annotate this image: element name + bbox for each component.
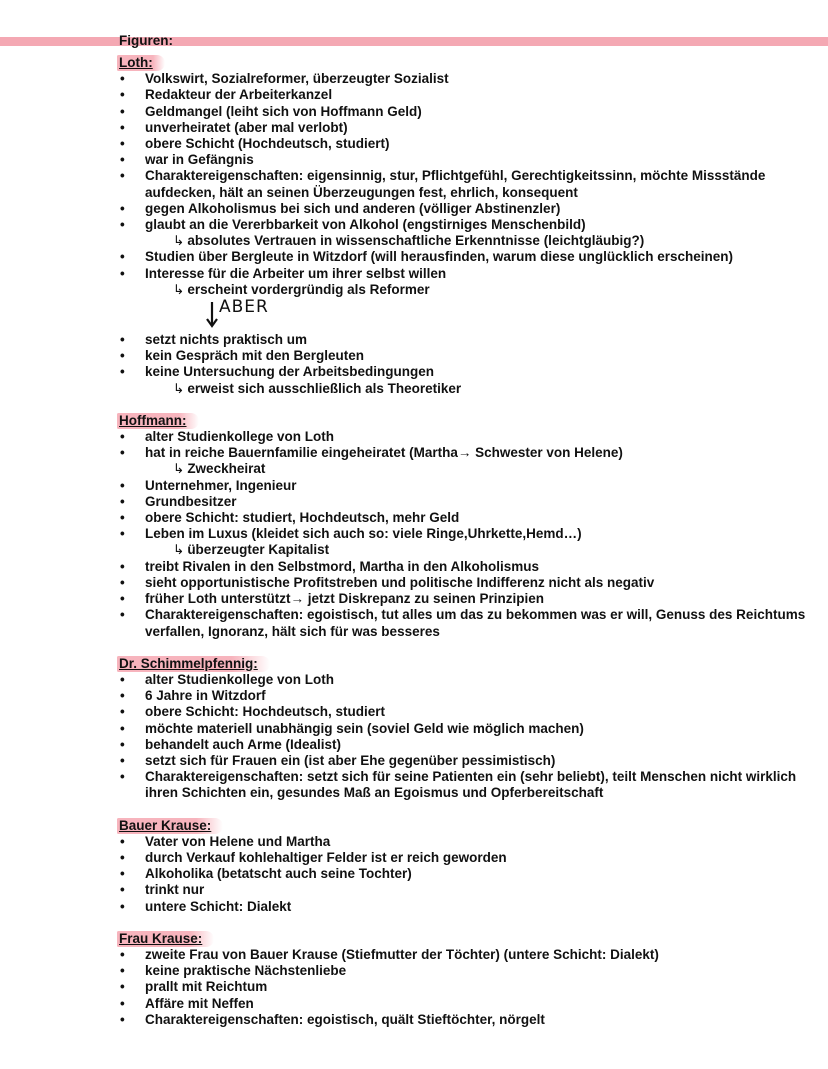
list-item: • behandelt auch Arme (Idealist) — [120, 736, 342, 752]
section-title-bauer-krause: Bauer Krause: — [117, 818, 223, 834]
list-item: • Unternehmer, Ingenieur — [120, 477, 297, 493]
section-frau-krause — [117, 931, 817, 1028]
schimmelpfennig-list — [117, 672, 817, 802]
section-hoffmann — [117, 413, 817, 640]
down-arrow-icon — [205, 301, 219, 329]
list-item: • alter Studienkollege von Loth — [120, 429, 335, 445]
list-item: • glaubt an die Vererbbarkeit von Alkohol (engstirniges Menschenbild) ↳ absolutes Vertrauen in wissenschaftliche Erkenntnisse (leichtgläubig?) — [117, 217, 817, 249]
list-item: • kein Gespräch mit den Bergleuten — [120, 348, 365, 364]
aber-label: ABER — [219, 297, 269, 318]
list-item: • Charaktereigenschaften: egoistisch, quält Stieftöchter, nörgelt — [120, 1011, 545, 1027]
list-item: • Charaktereigenschaften: egoistisch, tut alles um das zu bekommen was er will, Genuss des Reichtums verfallen, Ignoranz, hält sich für was besseres — [120, 607, 806, 639]
list-item: • obere Schicht (Hochdeutsch, studiert) — [120, 136, 390, 152]
sub-arrow-icon: ↳ — [173, 380, 185, 396]
list-item: • prallt mit Reichtum — [120, 979, 268, 995]
list-item: • Affäre mit Neffen — [120, 995, 254, 1011]
section-bauer-krause — [117, 818, 817, 915]
list-item: • möchte materiell unabhängig sein (soviel Geld wie möglich machen) — [120, 720, 584, 736]
hoffmann-list — [117, 429, 817, 640]
list-item: • Charaktereigenschaften: eigensinnig, stur, Pflichtgefühl, Gerechtigkeitssinn, möchte Missstände aufdecken, hält an seinen Überzeugungen fest, ehrlich, konsequent — [120, 168, 766, 200]
list-item: • setzt sich für Frauen ein (ist aber Ehe gegenüber pessimistisch) — [120, 752, 556, 768]
page-heading: Figuren: — [119, 33, 173, 48]
list-item: • setzt nichts praktisch um — [120, 332, 308, 348]
list-item: • Geldmangel (leiht sich von Hoffmann Geld) — [120, 103, 422, 119]
loth-list-b — [117, 332, 817, 397]
list-item: • früher Loth unterstützt→ jetzt Diskrepanz zu seinen Prinzipien — [120, 591, 545, 607]
list-item: • Interesse für die Arbeiter um ihrer selbst willen ↳ erscheint vordergründig als Reformer — [117, 266, 817, 298]
list-item: • obere Schicht: Hochdeutsch, studiert — [120, 704, 386, 720]
list-item: • keine praktische Nächstenliebe — [120, 963, 347, 979]
list-item: • untere Schicht: Dialekt — [120, 898, 292, 914]
sub-arrow-icon: ↳ — [173, 542, 185, 558]
sub-arrow-icon: ↳ — [173, 281, 185, 297]
section-schimmelpfennig — [117, 656, 817, 802]
section-title-schimmelpfennig: Dr. Schimmelpfennig: — [117, 656, 270, 672]
list-item: • Studien über Bergleute in Witzdorf (will herausfinden, warum diese unglücklich erscheinen) — [120, 249, 733, 265]
sub-item: ↳ absolutes Vertrauen in wissenschaftliche Erkenntnisse (leichtgläubig?) — [173, 233, 645, 249]
list-item: • treibt Rivalen in den Selbstmord, Martha in den Alkoholismus — [120, 558, 540, 574]
list-item: • Redakteur der Arbeiterkanzel — [120, 87, 333, 103]
list-item: • Volkswirt, Sozialreformer, überzeugter Sozialist — [120, 71, 449, 87]
list-item: • gegen Alkoholismus bei sich und anderen (völliger Abstinenzler) — [120, 200, 561, 216]
section-title-frau-krause: Frau Krause: — [117, 931, 214, 947]
list-item: • Charaktereigenschaften: setzt sich für seine Patienten ein (sehr beliebt), teilt Menschen nicht wirklich ihren Schichten ein, gesundes Maß an Egoismus und Opferbereitschaft — [120, 769, 797, 801]
sub-item: ↳ überzeugter Kapitalist — [173, 542, 330, 558]
list-item: • Leben im Luxus (kleidet sich auch so: viele Ringe,Uhrkette,Hemd…) ↳ überzeugter Kapitalist — [117, 526, 817, 558]
sub-item: ↳ erweist sich ausschließlich als Theoretiker — [173, 380, 462, 396]
list-item: • durch Verkauf kohlehaltiger Felder ist er reich geworden — [120, 849, 507, 865]
bauer-krause-list — [117, 834, 817, 915]
sub-arrow-icon: ↳ — [173, 233, 185, 249]
list-item: • unverheiratet (aber mal verlobt) — [120, 119, 348, 135]
list-item: • Grundbesitzer — [120, 493, 237, 509]
list-item: • obere Schicht: studiert, Hochdeutsch, mehr Geld — [120, 510, 460, 526]
list-item: • war in Gefängnis — [120, 152, 254, 168]
frau-krause-list — [117, 947, 817, 1028]
list-item: • trinkt nur — [120, 882, 205, 898]
section-title-hoffmann: Hoffmann: — [117, 413, 199, 429]
sub-item: ↳ Zweckheirat — [173, 461, 266, 477]
list-item: • hat in reiche Bauernfamilie eingeheiratet (Martha→ Schwester von Helene) ↳ Zweckheirat — [117, 445, 817, 477]
loth-list-a — [117, 71, 817, 298]
list-item: • zweite Frau von Bauer Krause (Stiefmutter der Töchter) (untere Schicht: Dialekt) — [120, 946, 659, 962]
list-item: • sieht opportunistische Profitstreben und politische Indifferenz nicht als negativ — [120, 574, 655, 590]
aber-annotation — [117, 298, 817, 328]
list-item: • Vater von Helene und Martha — [120, 833, 331, 849]
sub-arrow-icon: ↳ — [173, 461, 185, 477]
section-title-loth: Loth: — [117, 55, 165, 71]
list-item: • 6 Jahre in Witzdorf — [120, 688, 266, 704]
right-arrow-icon: → — [457, 445, 472, 461]
section-loth — [117, 55, 817, 397]
list-item: • keine Untersuchung der Arbeitsbedingungen ↳ erweist sich ausschließlich als Theoretiker — [117, 364, 817, 396]
list-item: • alter Studienkollege von Loth — [120, 671, 335, 687]
right-arrow-icon: → — [290, 591, 304, 607]
list-item: • Alkoholika (betatscht auch seine Tochter) — [120, 866, 412, 882]
document-body — [117, 55, 817, 1044]
sub-item: ↳ erscheint vordergründig als Reformer — [173, 281, 430, 297]
